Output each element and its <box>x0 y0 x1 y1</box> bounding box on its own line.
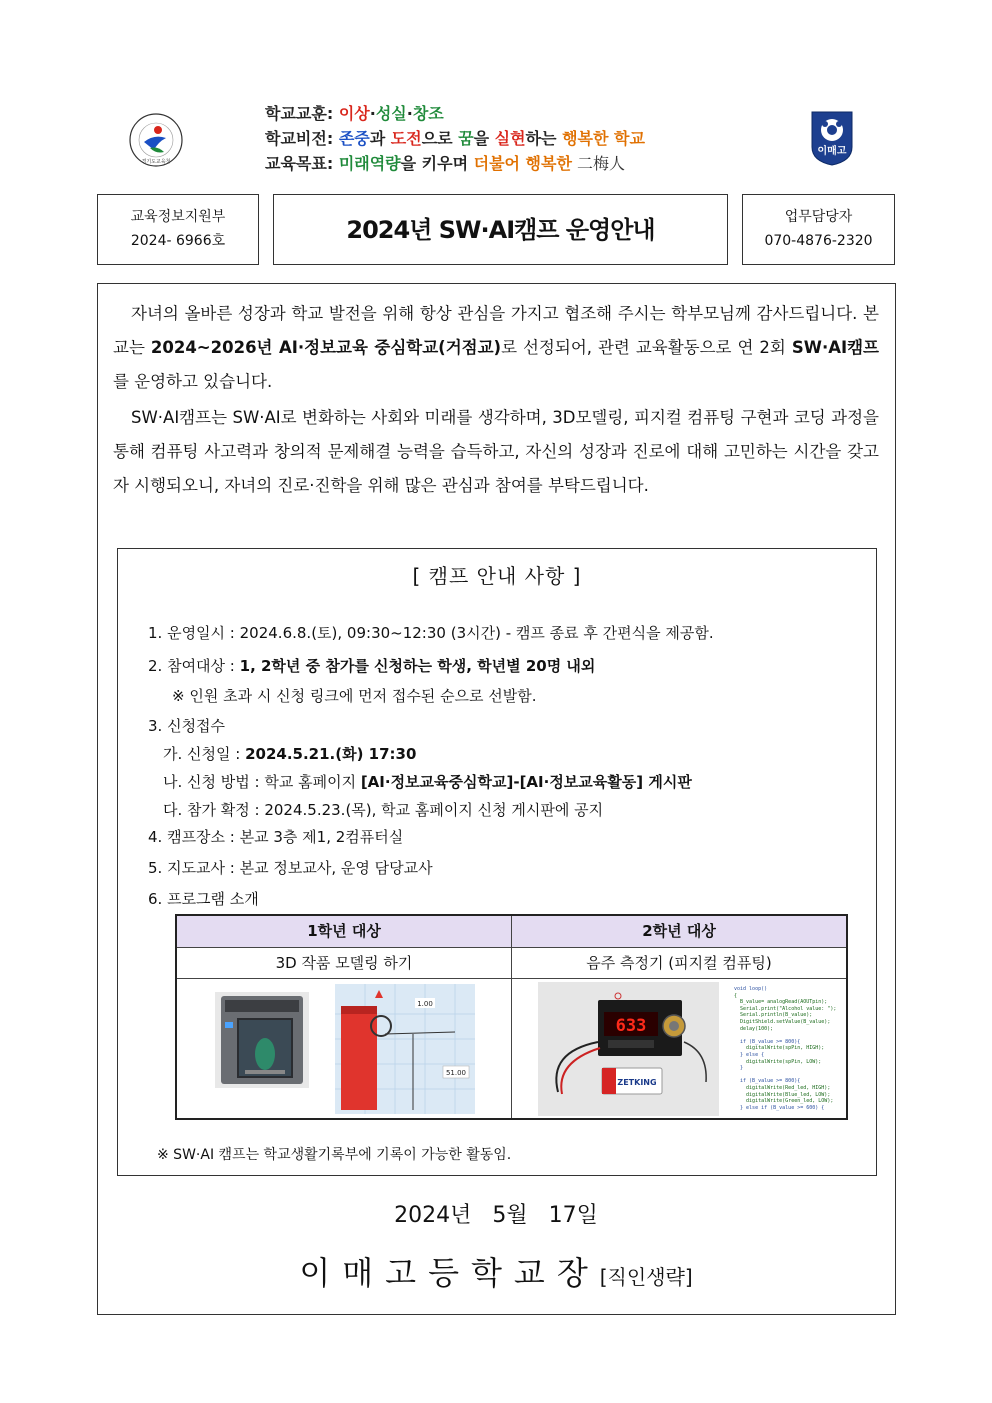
code-line: } else { <box>734 1051 765 1058</box>
item-instructor: 5. 지도교사 : 본교 정보교사, 운영 담당교사 <box>148 859 433 877</box>
code-line <box>734 1032 842 1039</box>
document-title: 2024년 SW·AI캠프 운영안내 <box>273 194 728 265</box>
code-line: digitalWrite(Red_led, HIGH); <box>734 1084 831 1091</box>
code-line: Serial.print("Alcohol value: "); <box>734 1005 837 1012</box>
department-name: 교육정보지원부 <box>130 209 226 225</box>
intro-paragraph-2: SW·AI캠프는 SW·AI로 변화하는 사회와 미래를 생각하며, 3D모델링, 피지컬 컴퓨팅 구현과 코딩 과정을 통해 컴퓨팅 사고력과 창의적 문제해결 능력을 습득하고, 자신의 성장과 진로에 대해 고민하는 시간을 갖고자 시행되오니, 자녀의 진로·진학을 위해 많은 관심과 참여를 부탁드립니다. <box>113 408 879 495</box>
intro-text <box>113 297 879 505</box>
breathalyzer-device-image <box>538 982 719 1116</box>
code-line: } <box>734 1065 744 1072</box>
svg-text:경기도교육청: 경기도교육청 <box>141 159 171 165</box>
code-line: digitalWrite(Blue_led, LOW); <box>734 1091 831 1098</box>
item-application: 3. 신청접수 <box>148 717 226 735</box>
school-motto-block <box>265 101 645 176</box>
code-line: } else if (B_value >= 600) { <box>734 1104 825 1111</box>
intro-paragraph-1: 자녀의 올바른 성장과 학교 발전을 위해 항상 관심을 가지고 협조해 주시는 학부모님께 감사드립니다. 본교는 2024~2026년 AI·정보교육 중심학교(거점교)로 선정되어, 관련 교육활동으로 연 2회 SW·AI캠프를 운영하고 있습니다. <box>113 304 879 391</box>
department-box <box>97 194 259 265</box>
item-schedule: 1. 운영일시 : 2024.6.8.(토), 09:30~12:30 (3시간) - 캠프 종료 후 간편식을 제공함. <box>148 624 714 642</box>
item-program: 6. 프로그램 소개 <box>148 890 259 908</box>
code-line: void loop() <box>734 986 768 992</box>
document-number: 2024- 6966호 <box>130 233 226 249</box>
item-target: 2. 참여대상 : 1, 2학년 중 참가를 신청하는 학생, 학년별 20명 내외 <box>148 657 596 675</box>
code-line: { <box>734 992 738 999</box>
svg-text:1.00: 1.00 <box>417 1000 433 1008</box>
item-application-method: 나. 신청 방법 : 학교 홈페이지 [AI·정보교육중심학교]-[AI·정보교육활동] 게시판 <box>163 773 692 791</box>
code-line <box>734 1072 842 1079</box>
code-line: B_value= analogRead(AOUTpin); <box>734 999 828 1006</box>
code-line: DigitShield.setValue(B_value); <box>734 1018 831 1025</box>
svg-text:633: 633 <box>615 1016 647 1036</box>
code-line: digitalWrite(Green_led, LOW); <box>734 1098 834 1105</box>
arduino-code-image <box>734 986 842 1114</box>
item-target-note: ※ 인원 초과 시 신청 링크에 먼저 접수된 순으로 선발함. <box>172 687 537 705</box>
svg-text:51.00: 51.00 <box>445 1069 467 1077</box>
camp-record-note: ※ SW·AI 캠프는 학교생활기록부에 기록이 가능한 활동임. <box>157 1147 512 1163</box>
school-emblem <box>808 109 856 167</box>
code-line: digitalWrite(spPin, LOW); <box>734 1058 822 1065</box>
code-line: delay(100); <box>734 1025 774 1032</box>
signer-name: 이매고등학교장 <box>299 1254 600 1292</box>
vision-line: 학교비전: 존중과 도전으로 꿈을 실현하는 행복한 학교 <box>265 129 645 148</box>
signer-line <box>0 1248 992 1294</box>
motto-line: 학교교훈: 이상·성실·창조 <box>265 104 444 123</box>
item-application-confirm: 다. 참가 확정 : 2024.5.23.(목), 학교 홈페이지 신청 게시판에 공지 <box>163 801 604 819</box>
contact-label: 업무담당자 <box>784 209 853 225</box>
item-location: 4. 캠프장소 : 본교 3층 제1, 2컴퓨터실 <box>148 828 404 846</box>
goal-line: 교육목표: 미래역량을 키우며 더불어 행복한 二梅人 <box>265 154 626 173</box>
item-application-date: 가. 신청일 : 2024.5.21.(화) 17:30 <box>163 745 417 763</box>
3d-modeling-image <box>335 984 475 1114</box>
code-line: if (B_value >= 800){ <box>734 1078 801 1085</box>
code-line: if (B_value >= 800){ <box>734 1038 801 1045</box>
table-cell-grade2-program: 음주 측정기 (피지컬 컴퓨팅) <box>512 948 846 979</box>
program-table <box>175 914 848 1120</box>
seal-note: [직인생략] <box>599 1265 693 1289</box>
table-header-grade1: 1학년 대상 <box>177 916 511 948</box>
education-office-logo <box>128 112 184 168</box>
3d-printer-image <box>215 992 309 1088</box>
code-line: Serial.println(B_value); <box>734 1012 813 1019</box>
camp-info-title: [ 캠프 안내 사항 ] <box>412 564 582 588</box>
code-line: digitalWrite(spPin, HIGH); <box>734 1045 825 1052</box>
contact-phone: 070-4876-2320 <box>764 233 873 249</box>
svg-text:이매고: 이매고 <box>817 146 847 157</box>
table-cell-grade1-program: 3D 작품 모델링 하기 <box>177 948 511 979</box>
table-header-grade2: 2학년 대상 <box>512 916 846 948</box>
issue-date: 2024년 5월 17일 <box>394 1203 598 1228</box>
svg-text:ZETKING: ZETKING <box>617 1078 657 1087</box>
contact-box <box>742 194 895 265</box>
